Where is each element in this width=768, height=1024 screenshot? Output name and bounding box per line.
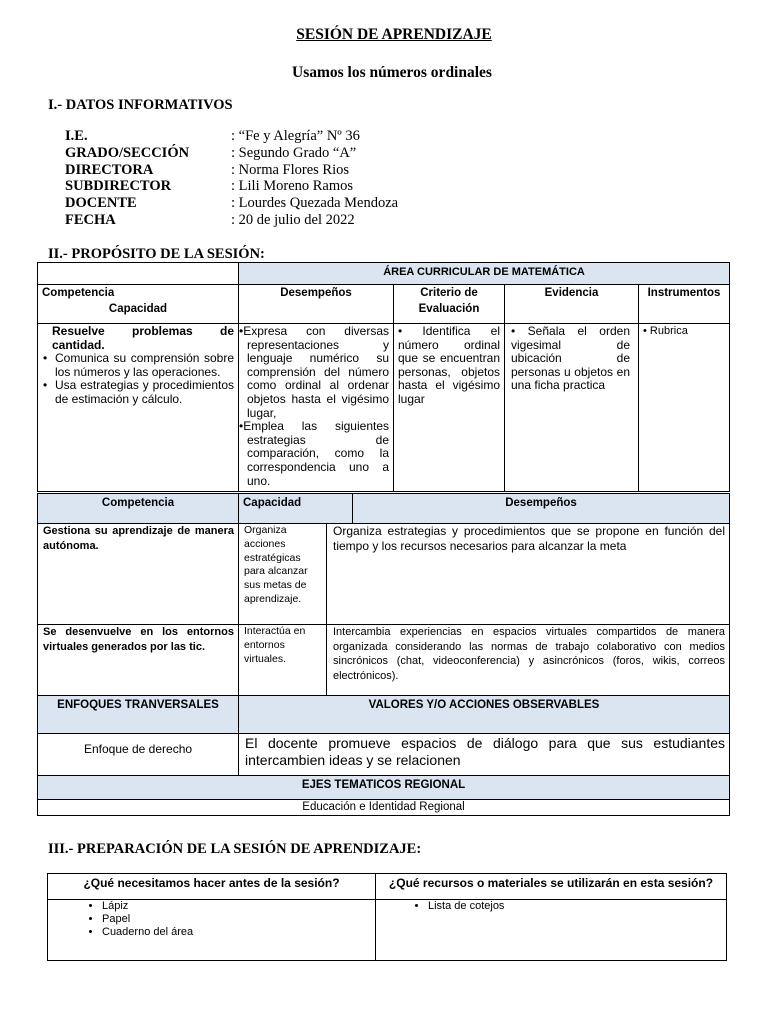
section-1-heading: I.- DATOS INFORMATIVOS (48, 97, 233, 113)
section-2-heading: II.- PROPÓSITO DE LA SESIÓN: (48, 246, 265, 262)
list-item: • Papel (102, 913, 371, 926)
competencia-cell (38, 324, 239, 492)
transversal-table (37, 493, 730, 816)
ejes-header: EJES TEMATICOS REGIONAL (38, 776, 730, 800)
transversal-competencia-header: Competencia (38, 494, 239, 524)
preparation-resources-header: ¿Qué recursos o materiales se utilizarán en esta sesión? (376, 874, 727, 900)
bullet: • (239, 419, 244, 434)
info-value: : 20 de julio del 2022 (231, 211, 355, 228)
area-header: ÁREA CURRICULAR DE MATEMÁTICA (239, 263, 730, 285)
transversal-capacidad: Interactúa en entornos virtuales. (239, 625, 327, 696)
info-value: : “Fe y Alegría” Nº 36 (231, 128, 360, 144)
bullet: • (43, 378, 48, 393)
bullet: • (239, 324, 244, 338)
preparation-before-header: ¿Qué necesitamos hacer antes de la sesión? (48, 874, 376, 900)
transversal-desempenos-header: Desempeños (353, 494, 730, 524)
purpose-table (37, 262, 730, 492)
bullet: • (398, 324, 423, 338)
document-title: SESIÓN DE APRENDIZAJE (296, 26, 492, 43)
info-block (65, 128, 398, 229)
info-row (65, 145, 398, 162)
preparation-resources-cell (376, 900, 727, 961)
valor-cell: El docente promueve espacios de diálogo para que sus estudiantes intercambien ideas y se relacionen (239, 734, 730, 776)
competencia-capacidad-header (38, 285, 239, 324)
info-row (65, 162, 398, 179)
desempenos-cell (239, 324, 394, 492)
info-value: : Lili Moreno Ramos (231, 178, 354, 195)
bullet: • (511, 324, 528, 338)
desempeno-item: •Expresa con diversas representaciones y lenguaje numérico su comprensión del número como ordinal al ordenar objetos hasta el vigésimo lugar, (239, 324, 389, 420)
bullet: • (43, 351, 48, 366)
criterio-cell: • Identifica el número ordinal que se encuentran personas, objetos hasta el vigésimo lugar (394, 324, 505, 492)
evidencia-cell: • Señala el orden vigesimal de ubicación de personas u objetos en una ficha practica (505, 324, 639, 492)
info-row (65, 128, 398, 145)
capacidad-item: • Usa estrategias y procedimientos de estimación y cálculo. (43, 378, 234, 406)
info-value: : Lourdes Quezada Mendoza (231, 195, 399, 212)
criterio-header: Criterio de Evaluación (394, 285, 505, 324)
capacidad-header: Capacidad (108, 303, 168, 315)
competencia-title: Resuelve problemas de cantidad. (52, 324, 234, 352)
instrumentos-header: Instrumentos (639, 285, 730, 324)
list-item: • Cuaderno del área (102, 926, 371, 939)
info-label: DIRECTORA (65, 161, 154, 178)
info-value: : Segundo Grado “A” (231, 144, 357, 161)
section-3-heading: III.- PREPARACIÓN DE LA SESIÓN DE APRENDIZAJE: (48, 841, 422, 857)
list-item: • Lápiz (102, 900, 371, 913)
preparation-before-cell (48, 900, 376, 961)
transversal-desempeno: Intercambia experiencias en espacios virtuales compartidos de manera organizada considerando las normas de trabajo colaborativo con medios sincrónicos (chat, videoconferencia) y asincrónicos (foros, wikis, correos electrónicos). (327, 625, 730, 696)
ejes-value: Educación e Identidad Regional (38, 800, 730, 816)
transversal-capacidad-header: Capacidad (239, 494, 353, 524)
info-label: I.E. (65, 128, 88, 144)
transversal-competencia: Gestiona su aprendizaje de manera autónoma. (38, 524, 239, 625)
enfoques-header: ENFOQUES TRANVERSALES (38, 696, 239, 734)
desempenos-header: Desempeños (239, 285, 394, 324)
session-subtitle: Usamos los números ordinales (292, 64, 492, 81)
info-row (65, 195, 398, 212)
desempeno-item: •Emplea las siguientes estrategias de comparación, como la correspondencia uno a uno. (239, 419, 389, 488)
instrumento-cell: • Rubrica (639, 324, 730, 492)
transversal-competencia: Se desenvuelve en los entornos virtuales generados por las tic. (38, 625, 239, 696)
enfoque-cell: Enfoque de derecho (38, 734, 239, 776)
preparation-table (47, 873, 727, 961)
info-label: FECHA (65, 211, 116, 228)
info-label: GRADO/SECCIÓN (65, 144, 190, 161)
capacidad-item: • Comunica su comprensión sobre los números y las operaciones. (43, 351, 234, 379)
competencia-header: Competencia (42, 287, 115, 299)
info-label: DOCENTE (65, 195, 137, 212)
info-row (65, 212, 398, 229)
list-item: • Lista de cotejos (428, 900, 722, 913)
evidencia-header: Evidencia (505, 285, 639, 324)
transversal-capacidad: Organiza acciones estratégicas para alcanzar sus metas de aprendizaje. (239, 524, 327, 625)
info-label: SUBDIRECTOR (65, 178, 172, 195)
info-value: : Norma Flores Rios (231, 161, 350, 178)
transversal-desempeno: Organiza estrategias y procedimientos que se propone en función del tiempo y los recursos necesarios para alcanzar la meta (327, 524, 730, 625)
info-row (65, 178, 398, 195)
valores-header: VALORES Y/O ACCIONES OBSERVABLES (239, 696, 730, 734)
bullet: • (643, 325, 650, 337)
